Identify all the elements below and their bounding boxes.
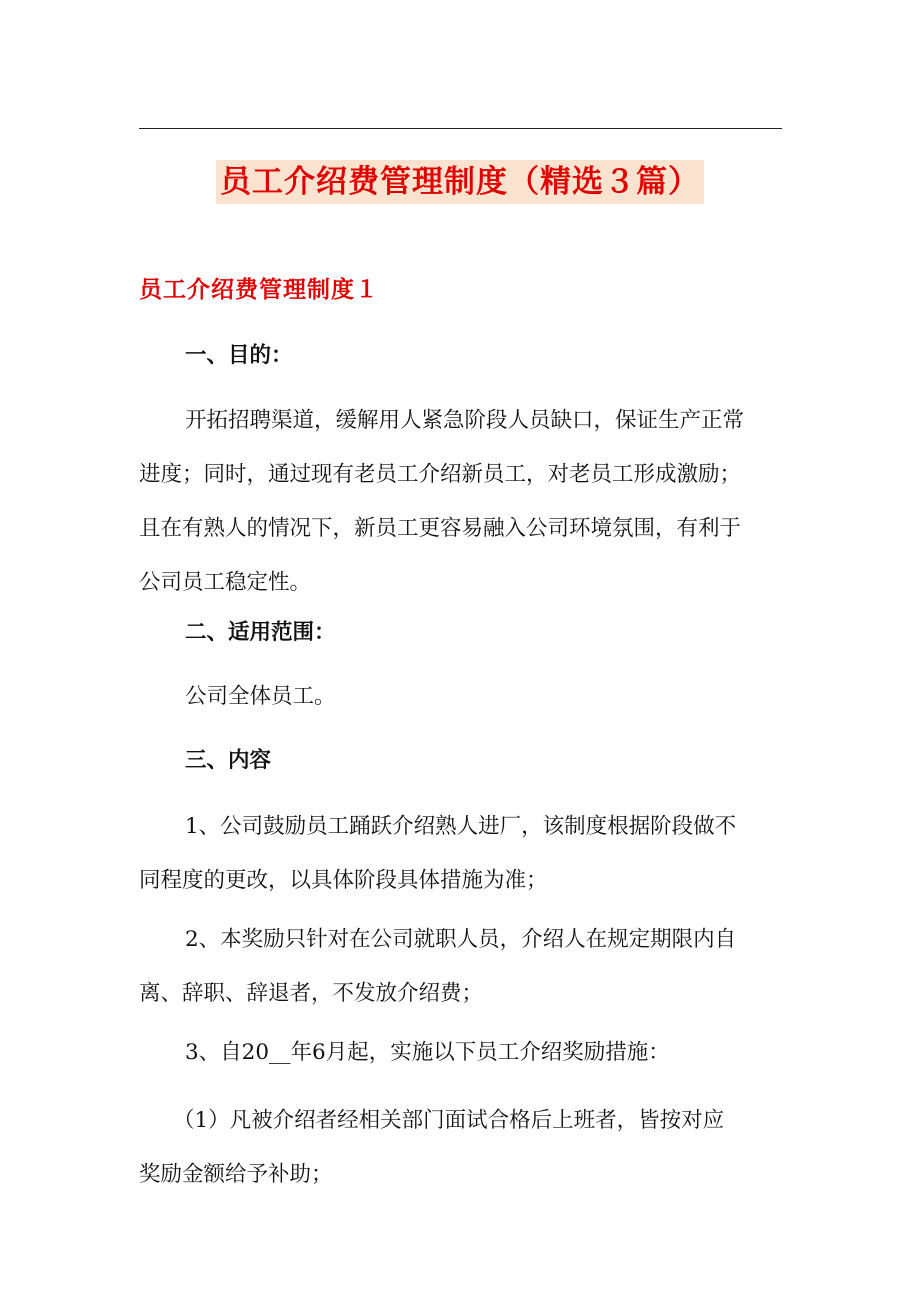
- document-title: 员工介绍费管理制度（精选３篇）: [216, 160, 704, 204]
- text-line: 1、公司鼓励员工踊跃介绍熟人进厂，该制度根据阶段做不: [185, 814, 737, 839]
- text-line: （1）凡被介绍者经相关部门面试合格后上班者，皆按对应: [173, 1108, 725, 1133]
- text-line: 2、本奖励只针对在公司就职人员，介绍人在规定期限内自: [185, 927, 737, 952]
- paragraph-item-1: [139, 800, 784, 908]
- section-heading: 员工介绍费管理制度１: [139, 276, 379, 303]
- text-line: 同程度的更改，以具体阶段具体措施为准；: [139, 868, 548, 893]
- text-line: 一、目的：: [185, 343, 293, 368]
- text-line: 奖励金额给予补助；: [139, 1162, 333, 1187]
- heading-purpose: [139, 329, 784, 383]
- text-line: 且在有熟人的情况下，新员工更容易融入公司环境氛围，有利于: [139, 516, 742, 541]
- text-line: 3、自20__年6月起，实施以下员工介绍奖励措施：: [185, 1040, 670, 1065]
- heading-scope: [139, 606, 784, 660]
- text-line: 公司员工稳定性。: [139, 570, 312, 595]
- text-line: 离、辞职、辞退者，不发放介绍费；: [139, 981, 484, 1006]
- paragraph-item-3: [139, 1026, 784, 1080]
- paragraph-purpose: [139, 394, 784, 610]
- paragraph-subitem-1: [139, 1094, 784, 1202]
- heading-content: [139, 734, 784, 788]
- title-container: [0, 160, 920, 204]
- text-line: 开拓招聘渠道，缓解用人紧急阶段人员缺口，保证生产正常: [185, 408, 745, 433]
- header-rule: [139, 128, 782, 129]
- text-line: 三、内容: [185, 748, 272, 773]
- paragraph-item-2: [139, 913, 784, 1021]
- text-line: 公司全体员工。: [185, 684, 336, 709]
- paragraph-scope: [139, 670, 784, 724]
- text-line: 二、适用范围：: [185, 620, 336, 645]
- text-line: 进度；同时，通过现有老员工介绍新员工，对老员工形成激励；: [139, 462, 742, 487]
